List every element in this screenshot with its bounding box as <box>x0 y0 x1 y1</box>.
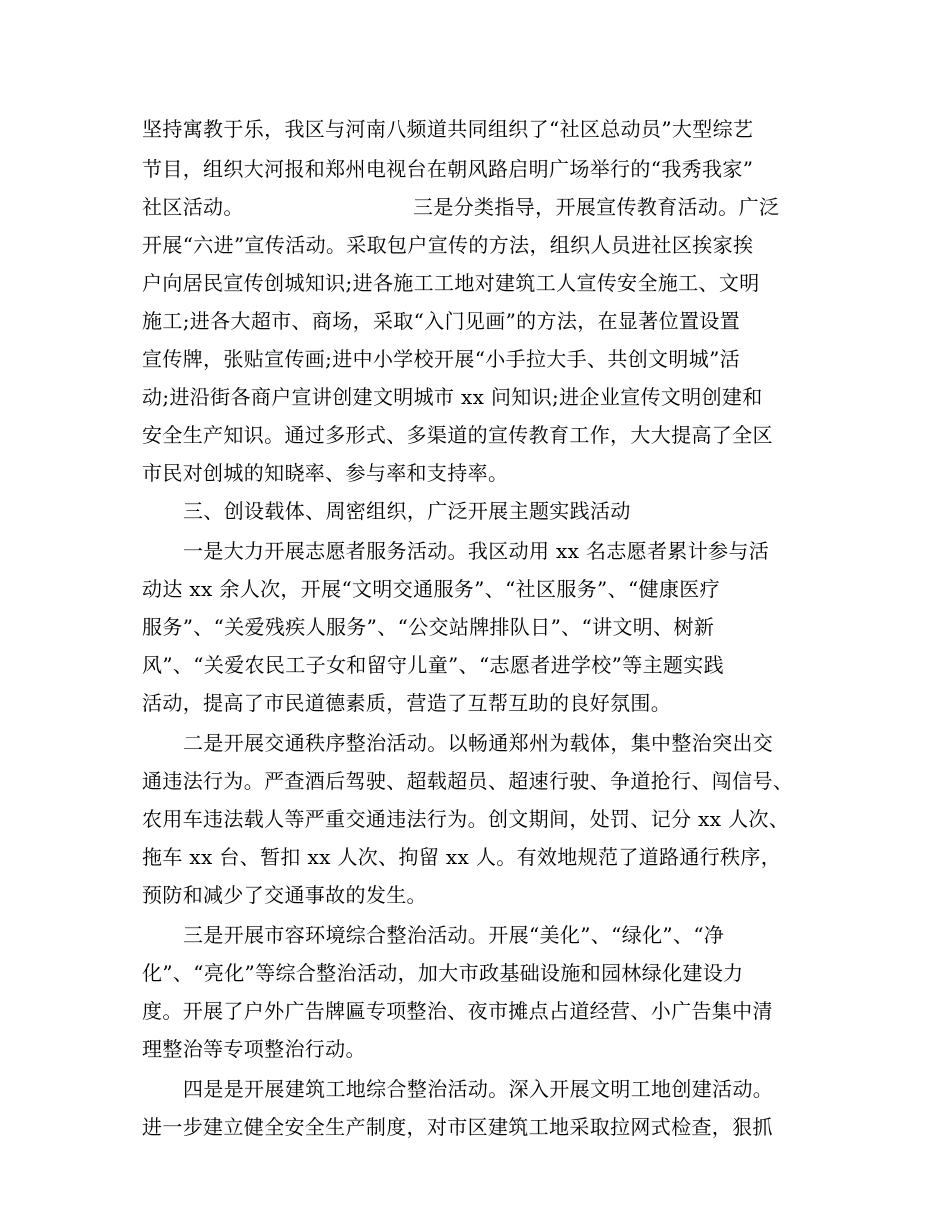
text-line: 进一步建立健全安全生产制度，对市区建筑工地采取拉网式检查，狠抓 <box>142 1115 773 1139</box>
text-line: 四是是开展建筑工地综合整治活动。深入开展文明工地创建活动。 <box>183 1077 774 1101</box>
text-line: 三是开展市容环境综合整治活动。开展“美化”、“绿化”、“净 <box>183 923 725 947</box>
text-line: 理整治等专项整治行动。 <box>142 1037 366 1061</box>
text-line: 预防和减少了交通事故的发生。 <box>142 883 427 907</box>
text-line: 度。开展了户外广告牌匾专项整治、夜市摊点占道经营、小广告集中清 <box>142 999 773 1023</box>
text-line: 宣传牌，张贴宣传画;进中小学校开展“小手拉大手、共创文明城”活 <box>142 347 741 371</box>
text-line: 活动，提高了市民道德素质，营造了互帮互助的良好氛围。 <box>142 691 672 715</box>
text-line: 坚持寓教于乐，我区与河南八频道共同组织了“社区总动员”大型综艺 <box>142 117 754 141</box>
text-line: 社区活动。 <box>142 195 244 219</box>
text-line: 动达 xx 余人次，开展“文明交通服务”、“社区服务”、“健康医疗 <box>142 577 720 601</box>
text-line: 农用车违法载人等严重交通违法行为。创文期间，处罚、记分 xx 人次、 <box>142 807 790 831</box>
text-line: 三是分类指导，开展宣传教育活动。广泛 <box>413 195 780 219</box>
text-line: 服务”、“关爱残疾人服务”、“公交站牌排队日”、“讲文明、树新 <box>142 615 715 639</box>
text-line: 开展“六进”宣传活动。采取包户宣传的方法，组织人员进社区挨家挨 <box>142 233 754 257</box>
text-line: 化”、“亮化”等综合整治活动，加大市政基础设施和园林绿化建设力 <box>142 961 744 985</box>
text-line: 施工;进各大超市、商场，采取“入门见画”的方法，在显著位置设置 <box>142 309 741 333</box>
text-line: 安全生产知识。通过多形式、多渠道的宣传教育工作，大大提高了全区 <box>142 423 773 447</box>
text-line: 二是开展交通秩序整治活动。以畅通郑州为载体，集中整治突出交 <box>183 731 774 755</box>
text-line: 节目，组织大河报和郑州电视台在朝风路启明广场举行的“我秀我家” <box>142 157 754 181</box>
text-line: 动;进沿街各商户宣讲创建文明城市 xx 问知识;进企业宣传文明创建和 <box>142 385 763 409</box>
text-line: 通违法行为。严查酒后驾驶、超载超员、超速行驶、争道抢行、闯信号、 <box>142 769 794 793</box>
text-line: 市民对创城的知晓率、参与率和支持率。 <box>142 461 509 485</box>
text-line: 户向居民宣传创城知识;进各施工工地对建筑工人宣传安全施工、文明 <box>142 271 760 295</box>
text-line: 拖车 xx 台、暂扣 xx 人次、拘留 xx 人。有效地规范了道路通行秩序， <box>142 845 782 869</box>
text-line: 风”、“关爱农民工子女和留守儿童”、“志愿者进学校”等主题实践 <box>142 653 724 677</box>
text-line: 一是大力开展志愿者服务活动。我区动用 xx 名志愿者累计参与活 <box>183 539 770 563</box>
section-heading: 三、创设载体、周密组织，广泛开展主题实践活动 <box>183 499 631 523</box>
